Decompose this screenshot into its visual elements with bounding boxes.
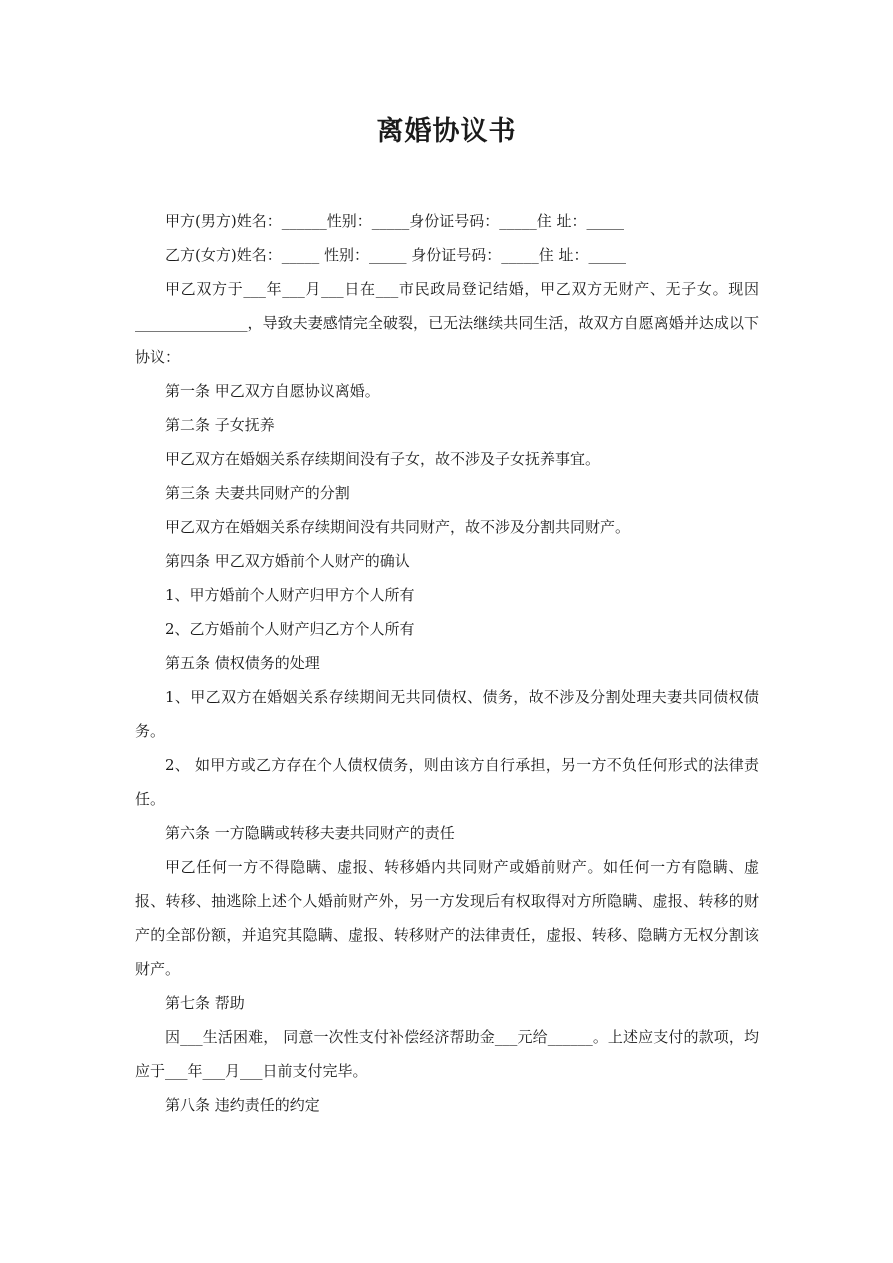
article-4-heading: 第四条 甲乙双方婚前个人财产的确认	[165, 552, 410, 570]
article-3-heading: 第三条 夫妻共同财产的分割	[165, 484, 350, 502]
document-title: 离婚协议书	[376, 116, 517, 147]
article-3-text: 甲乙双方在婚姻关系存续期间没有共同财产，故不涉及分割共同财产。	[165, 518, 631, 536]
article-7-text: 因___生活困难， 同意一次性支付补偿经济帮助金___元给______。上述应支付的款项，均应于___年___月___日前支付完毕。	[135, 1028, 759, 1080]
article-5-heading: 第五条 债权债务的处理	[165, 654, 320, 672]
article-2-text: 甲乙双方在婚姻关系存续期间没有子女，故不涉及子女抚养事宜。	[165, 450, 601, 468]
party-a-info: 甲方(男方)姓名：______性别：_____身份证号码：_____住 址：_____	[165, 212, 624, 230]
article-7-heading: 第七条 帮助	[165, 994, 245, 1012]
article-2-heading: 第二条 子女抚养	[165, 416, 275, 434]
party-b-info: 乙方(女方)姓名：_____ 性别：_____ 身份证号码：_____住 址：_____	[165, 246, 627, 264]
article-6-text: 甲乙任何一方不得隐瞒、虚报、转移婚内共同财产或婚前财产。如任何一方有隐瞒、虚报、转移、抽逃除上述个人婚前财产外，另一方发现后有权取得对方所隐瞒、虚报、转移的财产的全部份额，并追究其隐瞒、虚报、转移财产的法律责任，虚报、转移、隐瞒方无权分割该财产。	[135, 858, 759, 978]
preamble-paragraph: 甲乙双方于___年___月___日在___市民政局登记结婚，甲乙双方无财产、无子女。现因_______________，导致夫妻感情完全破裂，已无法继续共同生活，故双方自愿离婚并达成以下协议：	[135, 280, 759, 366]
article-5-item-2: 2、 如甲方或乙方存在个人债权债务，则由该方自行承担，另一方不负任何形式的法律责任。	[135, 756, 759, 808]
article-4-item-1: 1、甲方婚前个人财产归甲方个人所有	[165, 586, 415, 604]
article-6-heading: 第六条 一方隐瞒或转移夫妻共同财产的责任	[165, 824, 455, 842]
article-5-item-1: 1、甲乙双方在婚姻关系存续期间无共同债权、债务，故不涉及分割处理夫妻共同债权债务。	[135, 688, 759, 740]
article-4-item-2: 2、乙方婚前个人财产归乙方个人所有	[165, 620, 415, 638]
article-8-heading: 第八条 违约责任的约定	[165, 1096, 320, 1114]
article-1-heading: 第一条 甲乙双方自愿协议离婚。	[165, 382, 380, 400]
document-body	[135, 204, 759, 1122]
